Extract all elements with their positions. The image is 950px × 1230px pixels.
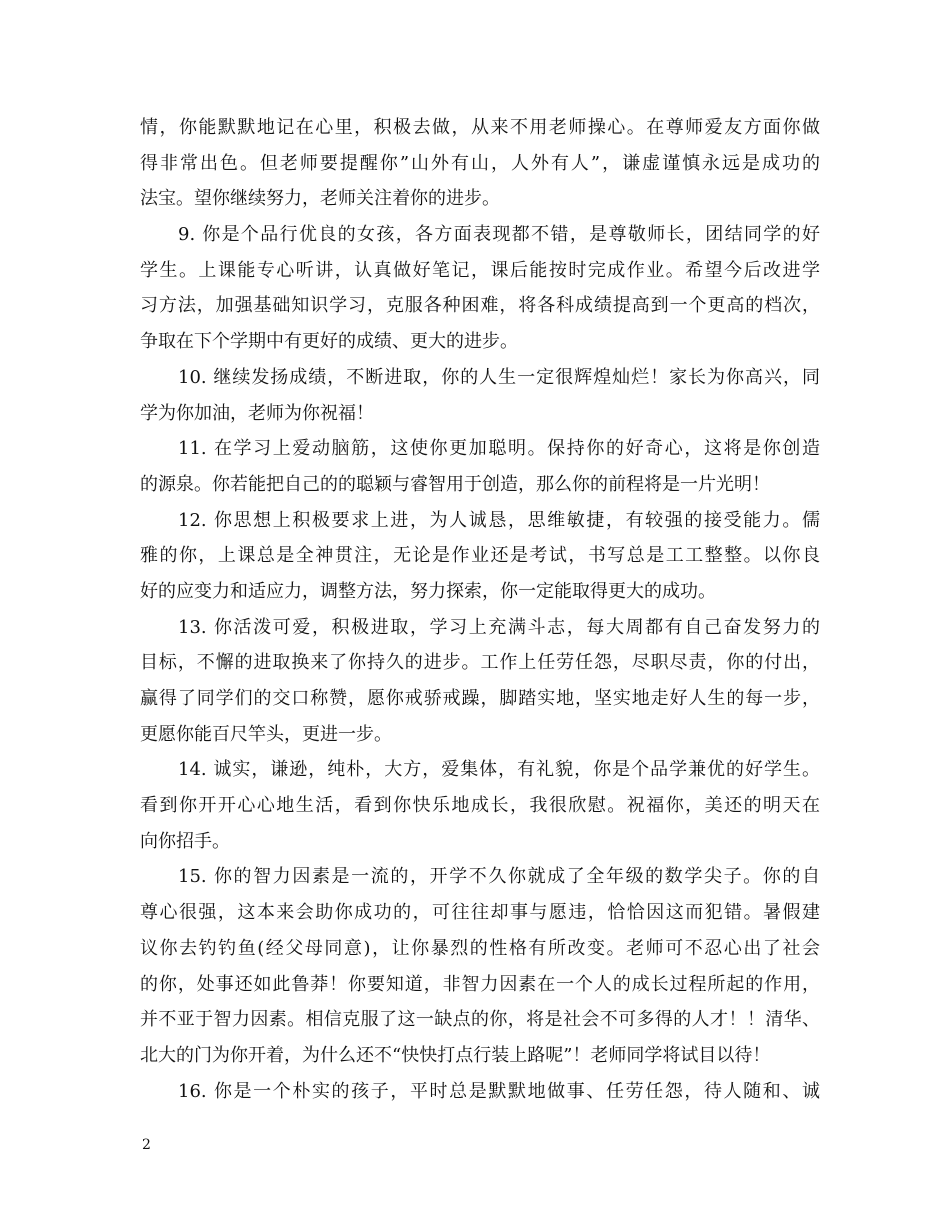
text-line: 12. 你思想上积极要求上进，为人诚恳，思维敏捷，有较强的接受能力。儒 [178,509,820,531]
document-body [140,110,820,1109]
text-line: 法宝。望你继续努力，老师关注着你的进步。 [140,188,500,210]
text-line: 好的应变力和适应力，调整方法，努力探索，你一定能取得更大的成功。 [140,580,716,602]
text-line: 习方法，加强基础知识学习，克服各种困难，将各科成绩提高到一个更高的档次， [140,295,820,317]
text-line: 更愿你能百尺竿头，更进一步。 [140,723,392,745]
text-line: 议你去钓钓鱼(经父母同意)，让你暴烈的性格有所改变。老师可不忍心出了社会 [140,937,820,959]
text-line: 14. 诚实，谦逊，纯朴，大方，爱集体，有礼貌，你是个品学兼优的好学生。 [178,759,820,781]
text-line: 的你，处事还如此鲁莽！你要知道，非智力因素在一个人的成长过程所起的作用， [140,973,820,995]
text-line: 9. 你是个品行优良的女孩，各方面表现都不错，是尊敬师长，团结同学的好 [178,224,820,246]
text-line: 的源泉。你若能把自己的的聪颖与睿智用于创造，那么你的前程将是一片光明！ [140,473,770,495]
text-line: 15. 你的智力因素是一流的，开学不久你就成了全年级的数学尖子。你的自 [178,866,820,888]
text-line: 10. 继续发扬成绩，不断进取，你的人生一定很辉煌灿烂！家长为你高兴，同 [178,366,820,388]
page-number: 2 [142,1137,151,1153]
text-line: 情，你能默默地记在心里，积极去做，从来不用老师操心。在尊师爱友方面你做 [140,117,820,138]
text-line: 看到你开开心心地生活，看到你快乐地成长，我很欣慰。祝福你，美还的明天在 [140,795,820,817]
text-line: 学为你加油，老师为你祝福！ [140,402,374,424]
text-line: 赢得了同学们的交口称赞，愿你戒骄戒躁，脚踏实地，坚实地走好人生的每一步， [140,688,820,709]
text-line: 学生。上课能专心听讲，认真做好笔记，课后能按时完成作业。希望今后改进学 [140,259,820,281]
text-line: 得非常出色。但老师要提醒你”山外有山，人外有人”，谦虚谨慎永远是成功的 [140,152,820,174]
text-line: 并不亚于智力因素。相信克服了这一缺点的你，将是社会不可多得的人才！！清华、 [140,1009,820,1031]
text-line: 11. 在学习上爱动脑筋，这使你更加聪明。保持你的好奇心，这将是你创造 [178,438,820,460]
text-line: 向你招手。 [140,830,230,852]
text-line: 16. 你是一个朴实的孩子，平时总是默默地做事、任劳任怨，待人随和、诚 [178,1080,820,1102]
text-line: 雅的你，上课总是全神贯注，无论是作业还是考试，书写总是工工整整。以你良 [140,545,820,567]
text-line: 北大的门为你开着，为什么还不“快快打点行装上路呢”！老师同学将试目以待！ [140,1044,771,1066]
text-line: 争取在下个学期中有更好的成绩、更大的进步。 [140,331,518,353]
text-line: 尊心很强，这本来会助你成功的，可往往却事与愿违，恰恰因这而犯错。暑假建 [140,902,820,924]
text-line: 13. 你活泼可爱，积极进取，学习上充满斗志，每大周都有自己奋发努力的 [178,616,820,638]
text-line: 目标，不懈的进取换来了你持久的进步。工作上任劳任怨，尽职尽责，你的付出， [140,652,820,674]
